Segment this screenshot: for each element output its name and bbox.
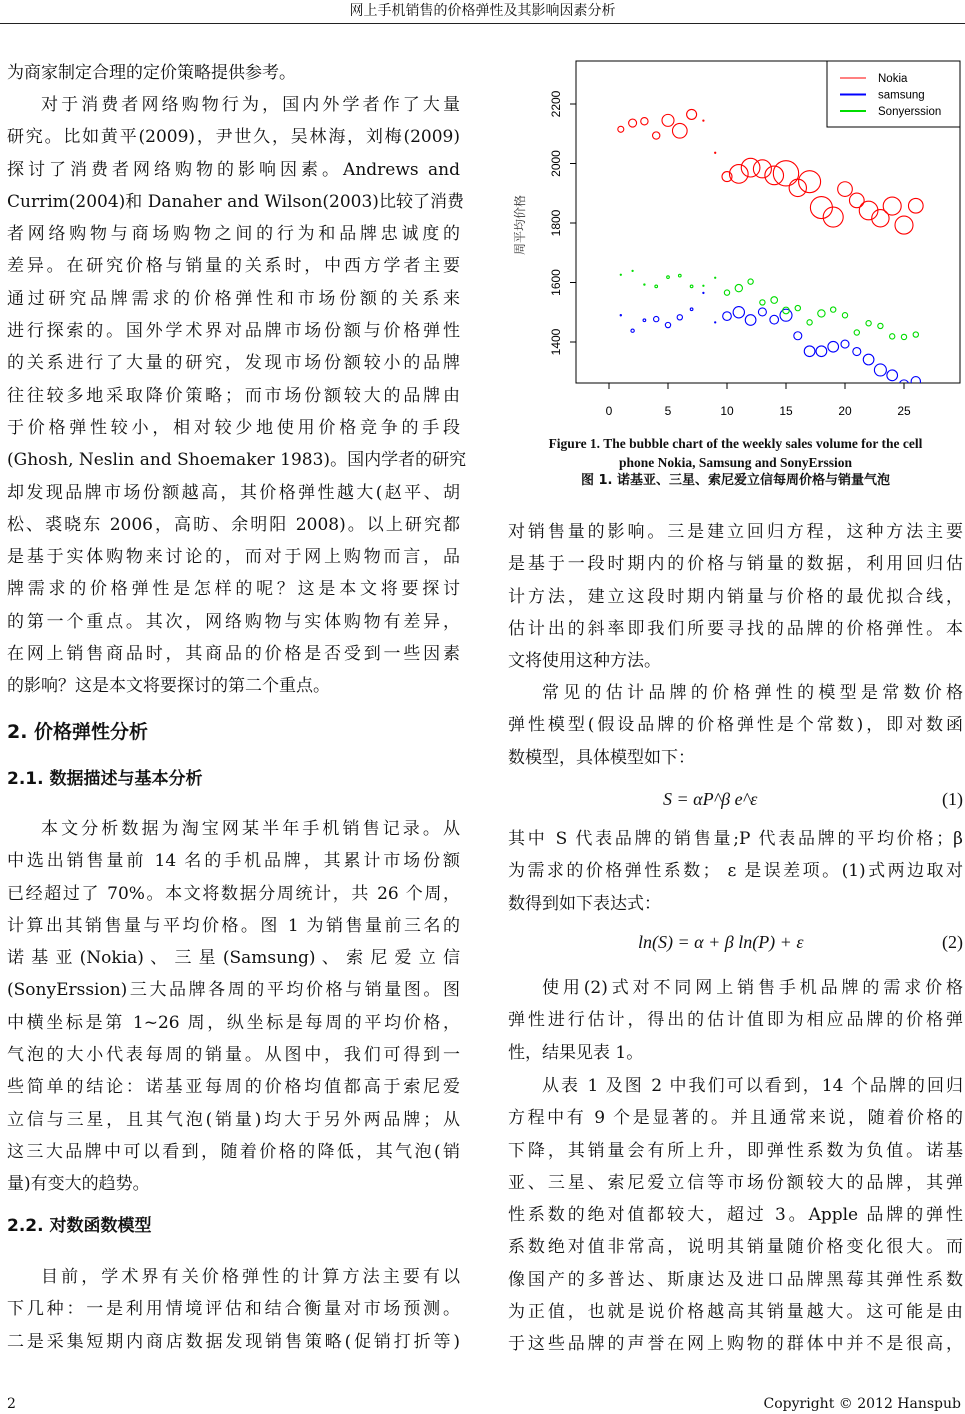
bubble-samsung	[770, 315, 779, 324]
y-tick-label: 1800	[549, 209, 563, 237]
bubble-nokia	[703, 120, 704, 121]
y-axis-label: 周平均价格	[513, 194, 527, 256]
text-line: 性系数的绝对值都较大，超过 3。Apple 品牌的弹性	[508, 1205, 963, 1226]
text-line: 本文分析数据为淘宝网某半年手机销售记录。从	[41, 819, 460, 839]
bubble-samsung	[690, 308, 693, 311]
bubble-sonyerssion	[771, 297, 778, 304]
bubble-samsung	[887, 370, 898, 381]
bubble-nokia	[629, 119, 637, 127]
y-tick-label: 1600	[549, 269, 563, 296]
bubble-samsung	[665, 322, 670, 327]
bubble-nokia	[618, 126, 624, 132]
bubble-samsung	[677, 315, 682, 320]
text-line: 为商家制定合理的定价策略提供参考。	[7, 63, 296, 83]
y-tick-label: 1400	[549, 328, 563, 356]
text-line: 中选出销售量前 14 名的手机品牌，其累计市场份额	[7, 851, 460, 872]
text-line: 牌需求的价格弹性是怎样的呢？这是本文将要探讨	[7, 579, 460, 600]
bubble-sonyerssion	[878, 323, 883, 328]
equation-expression: S = αP^β e^ε	[663, 789, 758, 809]
bubble-samsung	[715, 322, 716, 323]
text-line: 常见的估计品牌的价格弹性的模型是常数价格	[542, 683, 963, 703]
bubble-sonyerssion	[678, 274, 681, 277]
caption-zh: 图 1. 诺基亚、三星、索尼爱立信每周价格与销量气泡	[580, 473, 891, 488]
bubble-nokia	[722, 172, 732, 182]
bubble-nokia	[715, 152, 716, 153]
text-line: 探讨了消费者网络购物的影响因素。Andrews and	[7, 159, 460, 180]
subsection-heading: 2.1. 数据描述与基本分析	[7, 769, 203, 789]
bubble-sonyerssion	[890, 334, 895, 339]
text-line: 对于消费者网络购物行为，国内外学者作了大量	[41, 95, 460, 115]
bubble-sonyerssion	[901, 334, 906, 339]
text-line: 数得到如下表达式：	[508, 893, 661, 914]
bubble-nokia	[662, 114, 674, 126]
bubble-samsung	[745, 315, 756, 326]
text-line: 立信与三星，且其气泡(销量)均大于另外两品牌；从	[7, 1109, 460, 1130]
y-tick-label: 2000	[549, 150, 563, 177]
paragraph	[508, 516, 963, 677]
bubble-nokia	[687, 109, 697, 119]
x-tick-label: 0	[605, 404, 613, 418]
bubble-samsung	[841, 340, 849, 348]
bubble-sonyerssion	[690, 285, 693, 288]
paragraph	[508, 677, 963, 774]
text-line: 下几种：一是利用情境评估和结合衡量对市场预测。	[7, 1299, 460, 1320]
text-line: 亚、三星、索尼爱立信等市场份额较大的品牌，其弹	[508, 1172, 963, 1193]
text-line: 计方法，建立这段时期内销量与价格的最优拟合线，	[508, 586, 963, 607]
text-line: 弹性进行估计，得出的估计值即为相应品牌的价格弹	[508, 1010, 963, 1031]
text-line: 中横坐标是第 1~26 周，纵坐标是每周的平均价格，	[7, 1012, 460, 1033]
bubble-sonyerssion	[854, 330, 859, 335]
paragraph	[508, 972, 963, 1069]
text-line: 的影响？这是本文将要探讨的第二个重点。	[7, 676, 330, 697]
section-heading: 2. 价格弹性分析	[7, 721, 149, 743]
text-line: 诺 基 亚 (Nokia) 、 三 星 (Samsung) 、 索 尼 爱 立 信	[7, 948, 460, 969]
bubble-samsung	[828, 341, 839, 352]
text-line: 像国产的多普达、斯康达及进口品牌黑莓其弹性系数	[508, 1269, 963, 1290]
bubble-samsung	[723, 312, 732, 321]
text-line: 于这些品牌的声誉在网上购物的群体中并不是很高，	[508, 1334, 963, 1355]
text-line: 气泡的大小代表每周的销量。从图中，我们可得到一	[7, 1045, 460, 1066]
bubble-samsung	[874, 364, 886, 376]
bubble-samsung	[863, 354, 874, 365]
bubble-samsung	[794, 332, 802, 340]
text-line: 对销售量的影响。三是建立回归方程，这种方法主要	[508, 522, 963, 542]
bubble-nokia	[773, 161, 798, 186]
bubble-sonyerssion	[783, 307, 790, 314]
bubble-sonyerssion	[632, 270, 633, 271]
text-line: 的关系进行了大量的研究，发现市场份额较小的品牌	[7, 353, 460, 374]
text-line: 系数绝对值非常高，说明其销量随价格变化很大。而	[508, 1237, 963, 1258]
bubble-sonyerssion	[703, 285, 704, 286]
text-line: 进行探索的。国外学术界对品牌市场份额与价格弹性	[7, 321, 460, 342]
bubble-samsung	[804, 346, 815, 357]
bubble-nokia	[799, 171, 821, 193]
bubble-sonyerssion	[760, 300, 765, 305]
x-tick-label: 15	[779, 404, 793, 418]
bubble-sonyerssion	[913, 332, 918, 337]
text-line: 差异。在研究价格与销量的关系时，中西方学者主要	[7, 256, 460, 277]
text-line: 为正值，也就是说价格越高其销量越大。这可能是由	[508, 1302, 963, 1323]
x-tick-label: 25	[897, 404, 911, 418]
y-tick-label: 2200	[549, 90, 563, 118]
x-tick-label: 10	[720, 404, 734, 418]
bubble-samsung	[703, 292, 704, 293]
text-line: 计算出其销售量与平均价格。图 1 为销售量前三名的	[7, 915, 460, 936]
text-line: (SonyErssion)三大品牌各周的平均价格与销量图。图	[7, 980, 460, 1001]
equation	[508, 786, 963, 812]
running-header: 网上手机销售的价格弹性及其影响因素分析	[349, 3, 616, 19]
bubble-nokia	[908, 198, 923, 213]
bubble-nokia	[789, 179, 806, 196]
text-line: 方程中有 9 个是显著的。并且通常来说，随着价格的	[508, 1108, 963, 1129]
bubble-sonyerssion	[715, 277, 716, 278]
bubble-chart	[508, 55, 963, 425]
paragraph	[7, 813, 460, 1201]
equation	[508, 929, 963, 955]
text-line: (Ghosh, Neslin and Shoemaker 1983)。国内学者的研究	[7, 450, 467, 471]
bubble-sonyerssion	[644, 284, 645, 285]
caption-en-line-2: phone Nokia, Samsung and SonyErssion	[619, 454, 852, 470]
text-line: 使用(2)式对不同网上销售手机品牌的需求价格	[542, 978, 963, 998]
bubble-nokia	[849, 193, 864, 208]
bubble-sonyerssion	[655, 285, 658, 288]
paragraph	[508, 823, 963, 920]
text-line: 其中 S 代表品牌的销售量;P 代表品牌的平均价格；β	[508, 829, 963, 849]
bubble-samsung	[816, 346, 827, 357]
bubble-nokia	[753, 160, 771, 178]
text-line: 研究。比如黄平(2009)，尹世久，吴林海，刘梅(2009)	[7, 127, 460, 148]
legend-label: Sonyerssion	[878, 106, 942, 118]
bubble-sonyerssion	[748, 279, 753, 284]
bubble-samsung	[853, 348, 861, 356]
text-line: 数模型，具体模型如下：	[508, 747, 695, 768]
text-line: 文将使用这种方法。	[508, 651, 661, 672]
bubble-samsung	[911, 377, 920, 386]
caption-en-line-1: Figure 1. The bubble chart of the weekly sales volume for the cell	[548, 436, 923, 451]
paragraph	[508, 1070, 963, 1361]
bubble-samsung	[780, 309, 792, 321]
text-line: 的第一个重点。其次，网络购物与实体购物有差异，	[7, 611, 460, 632]
subsection-heading: 2.2. 对数函数模型	[7, 1216, 152, 1236]
text-line: 松、裘晓东 2006，高昉、余明阳 2008)。以上研究都	[7, 514, 460, 535]
text-line: 弹性模型(假设品牌的价格弹性是个常数)，即对数函	[508, 715, 963, 736]
text-line: 在网上销售商品时，其商品的价格是否受到一些因素	[7, 644, 460, 665]
legend-label: samsung	[878, 89, 925, 102]
text-line: 这三大品牌中可以看到，随着价格的降低，其气泡(销	[7, 1141, 460, 1162]
text-line: 却发现品牌市场份额越高，其价格弹性越大(赵平、胡	[7, 482, 460, 503]
text-line: 于价格弹性较小，相对较少地使用价格竞争的手段	[7, 417, 460, 438]
x-tick-label: 20	[838, 404, 852, 418]
text-line: 二是采集短期内商店数据发现销售策略(促销打折等)	[7, 1331, 460, 1352]
bubble-nokia	[729, 165, 748, 184]
bubble-sonyerssion	[831, 307, 836, 312]
text-line: 往往较多地采取降价策略；而市场份额较大的品牌由	[7, 385, 460, 406]
x-tick-label: 5	[664, 404, 672, 418]
legend	[827, 61, 960, 127]
bubble-samsung	[733, 307, 744, 318]
bubble-nokia	[838, 182, 853, 197]
bubble-sonyerssion	[818, 310, 825, 317]
text-line: 些简单的结论：诺基亚每周的价格均值都高于索尼爱	[7, 1077, 460, 1098]
text-line: 为需求的价格弹性系数； ε 是误差项。(1)式两边取对	[508, 861, 963, 882]
bubble-sonyerssion	[735, 284, 742, 291]
bubble-nokia	[653, 132, 660, 139]
header-rule	[0, 23, 965, 24]
bubble-nokia	[895, 216, 913, 234]
bubble-sonyerssion	[724, 290, 729, 295]
text-line: 者网络购物与商场购物之间的行为和品牌忠诚度的	[7, 224, 460, 245]
text-line: 通过研究品牌需求的价格弹性和市场份额的关系来	[7, 288, 460, 309]
text-line: Currim(2004)和 Danaher and Wilson(2003)比较了消费	[7, 191, 464, 212]
page-number: 2	[7, 1396, 16, 1412]
bubble-sonyerssion	[807, 320, 812, 325]
figure-caption	[508, 435, 963, 491]
bubble-sonyerssion	[667, 276, 670, 279]
bubble-nokia	[859, 201, 878, 220]
text-line: 目前，学术界有关价格弹性的计算方法主要有以	[41, 1267, 460, 1287]
text-line: 下降，其销量会有所上升，即弹性系数为负值。诺基	[508, 1140, 963, 1161]
equation-expression: ln(S) = α + β ln(P) + ε	[638, 932, 804, 952]
paragraph	[7, 57, 460, 89]
text-line: 量)有变大的趋势。	[7, 1174, 150, 1195]
text-line: 从表 1 及图 2 中我们可以看到，14 个品牌的回归	[542, 1076, 963, 1096]
bubble-nokia	[883, 197, 901, 215]
text-line: 已经超过了 70%。本文将数据分周统计，共 26 个周，	[7, 883, 460, 904]
paragraph	[7, 89, 467, 703]
text-line: 是基于实体购物来讨论的，而对于网上购物而言，品	[7, 547, 460, 568]
bubble-samsung	[643, 319, 646, 322]
equation-number: (2)	[942, 932, 963, 952]
legend-label: Nokia	[878, 73, 908, 85]
bubble-sonyerssion	[842, 313, 847, 318]
bubble-samsung	[758, 308, 766, 316]
paragraph	[7, 1261, 460, 1358]
bubble-samsung	[631, 329, 634, 332]
bubble-sonyerssion	[620, 274, 621, 275]
bubble-samsung	[654, 316, 659, 321]
copyright: Copyright © 2012 Hanspub	[763, 1396, 961, 1412]
text-line: 估计出的斜率即我们所要寻找的品牌的价格弹性。本	[508, 618, 963, 639]
bubble-samsung	[620, 315, 621, 316]
text-line: 是基于一段时期内的价格与销量的数据，利用回归估	[508, 554, 963, 575]
equation-number: (1)	[942, 789, 963, 809]
bubble-nokia	[641, 118, 648, 125]
bubble-nokia	[672, 123, 687, 138]
bubble-sonyerssion	[866, 321, 871, 326]
bubble-sonyerssion	[795, 305, 800, 310]
text-line: 性，结果见表 1。	[508, 1042, 644, 1063]
